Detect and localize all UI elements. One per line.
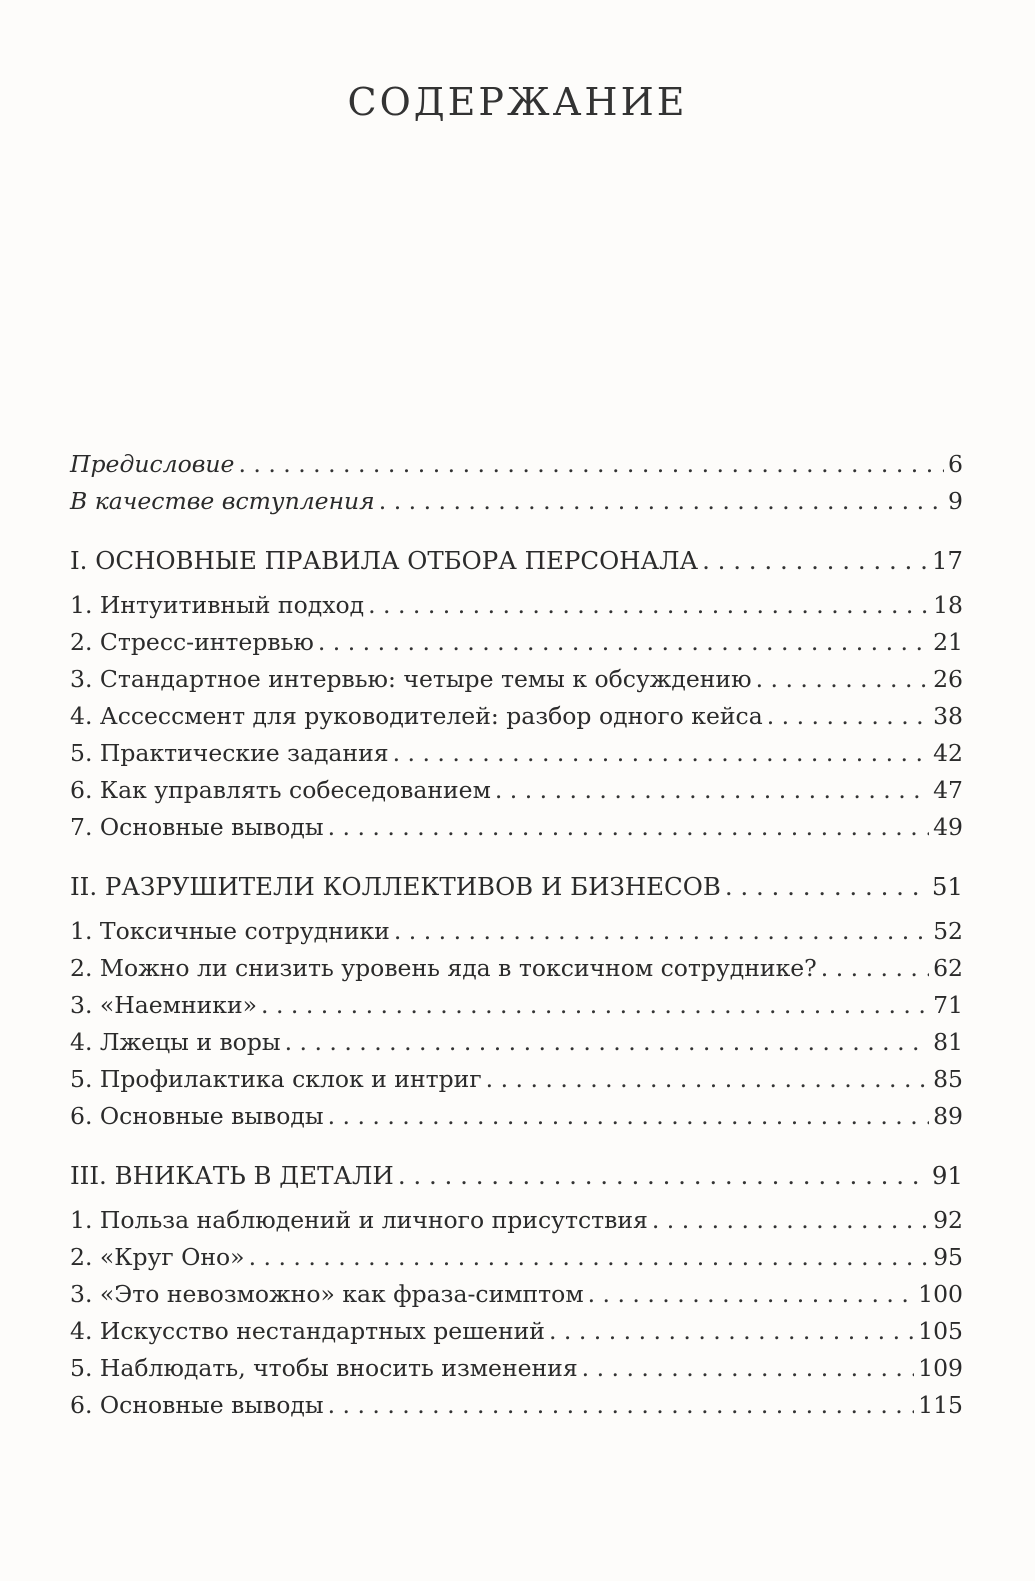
toc-entry-page: 109 [918,1354,963,1382]
toc-entry-page: 95 [933,1243,963,1271]
toc-entry-page: 26 [933,665,963,693]
toc-entry-page: 85 [933,1065,963,1093]
toc-entry-label: 5. Наблюдать, чтобы вносить изменения [70,1354,578,1382]
toc-entry-page: 89 [933,1102,963,1130]
toc-entry-label: 4. Лжецы и воры [70,1028,281,1056]
toc-section-page: 51 [931,872,963,901]
toc-entry-label: 2. Можно ли снизить уровень яда в токсичном сотруднике? [70,954,817,982]
toc-entry [70,1387,963,1424]
toc-entry-page: 6 [948,450,963,478]
dot-leader [285,1024,930,1061]
toc-entry [70,950,963,987]
dot-leader [821,950,929,987]
toc-entry-label: В качестве вступления [70,487,375,515]
dot-leader [398,1157,928,1194]
toc-entry-label: 4. Искусство нестандартных решений [70,1317,545,1345]
dot-leader [394,913,929,950]
toc-entry-page: 62 [933,954,963,982]
toc-section-page: 91 [931,1161,963,1190]
toc-entry [70,1024,963,1061]
dot-leader [379,483,944,520]
dot-leader [588,1276,915,1313]
toc-entry-label: 2. «Круг Оно» [70,1243,245,1271]
toc-section-label: III. ВНИКАТЬ В ДЕТАЛИ [70,1161,394,1190]
toc-entry-page: 100 [918,1280,963,1308]
toc-entry-page: 71 [933,991,963,1019]
dot-leader [756,661,930,698]
dot-leader [238,446,944,483]
toc-entry [70,772,963,809]
toc-entry-page: 21 [933,628,963,656]
dot-leader [725,868,928,905]
dot-leader [652,1202,929,1239]
toc-entry [70,1350,963,1387]
dot-leader [318,624,929,661]
toc-entry-page: 9 [948,487,963,515]
toc-entry-label: 6. Основные выводы [70,1102,324,1130]
toc-section-2 [70,868,963,905]
toc-entry-page: 92 [933,1206,963,1234]
toc-entry-page: 105 [918,1317,963,1345]
page-title: СОДЕРЖАНИЕ [347,80,688,124]
dot-leader [328,1387,915,1424]
dot-leader [328,1098,930,1135]
toc-entry [70,809,963,846]
toc-entry [70,913,963,950]
toc-entry-page: 42 [933,739,963,767]
toc-section-1 [70,542,963,579]
toc-entry-label: 3. Стандартное интервью: четыре темы к обсуждению [70,665,752,693]
toc-entry [70,987,963,1024]
toc-entry [70,1313,963,1350]
toc-entry-page: 115 [918,1391,963,1419]
toc-entry-label: 1. Интуитивный подход [70,591,365,619]
toc-entry [70,624,963,661]
toc-entry-page: 52 [933,917,963,945]
toc-entry-label: 6. Как управлять собеседованием [70,776,491,804]
dot-leader [486,1061,929,1098]
toc-section-label: II. РАЗРУШИТЕЛИ КОЛЛЕКТИВОВ И БИЗНЕСОВ [70,872,721,901]
toc-section-3 [70,1157,963,1194]
toc-entry-page: 18 [933,591,963,619]
dot-leader [702,542,928,579]
toc-entry-label: 2. Стресс-интервью [70,628,314,656]
toc-entry-label: 3. «Наемники» [70,991,258,1019]
dot-leader [328,809,930,846]
toc-entry [70,1061,963,1098]
toc-entry-page: 49 [933,813,963,841]
toc-section-label: I. ОСНОВНЫЕ ПРАВИЛА ОТБОРА ПЕРСОНАЛА [70,546,699,575]
dot-leader [249,1239,930,1276]
toc-entry-label: 7. Основные выводы [70,813,324,841]
toc-entry-introduction [70,483,963,520]
dot-leader [549,1313,914,1350]
toc-entry [70,1202,963,1239]
toc-entry-label: 4. Ассессмент для руководителей: разбор одного кейса [70,702,763,730]
dot-leader [261,987,929,1024]
toc-entry [70,1098,963,1135]
dot-leader [368,587,929,624]
toc-entry [70,587,963,624]
toc-entry-page: 81 [933,1028,963,1056]
toc-entry-label: 6. Основные выводы [70,1391,324,1419]
toc-entry-label: 3. «Это невозможно» как фраза-симптом [70,1280,584,1308]
dot-leader [495,772,929,809]
toc-entry-label: 1. Токсичные сотрудники [70,917,390,945]
toc-entry-label: 5. Практические задания [70,739,389,767]
toc-entry-label: Предисловие [70,450,235,478]
toc-section-page: 17 [931,546,963,575]
toc-entry [70,698,963,735]
toc-entry-label: 1. Польза наблюдений и личного присутствия [70,1206,648,1234]
toc-entry-preface [70,446,963,483]
toc-entry-label: 5. Профилактика склок и интриг [70,1065,482,1093]
toc-entry-page: 38 [933,702,963,730]
table-of-contents [70,446,963,1424]
toc-entry [70,1239,963,1276]
dot-leader [767,698,929,735]
toc-entry [70,1276,963,1313]
toc-entry [70,735,963,772]
toc-entry-page: 47 [933,776,963,804]
dot-leader [582,1350,914,1387]
toc-entry [70,661,963,698]
dot-leader [393,735,930,772]
